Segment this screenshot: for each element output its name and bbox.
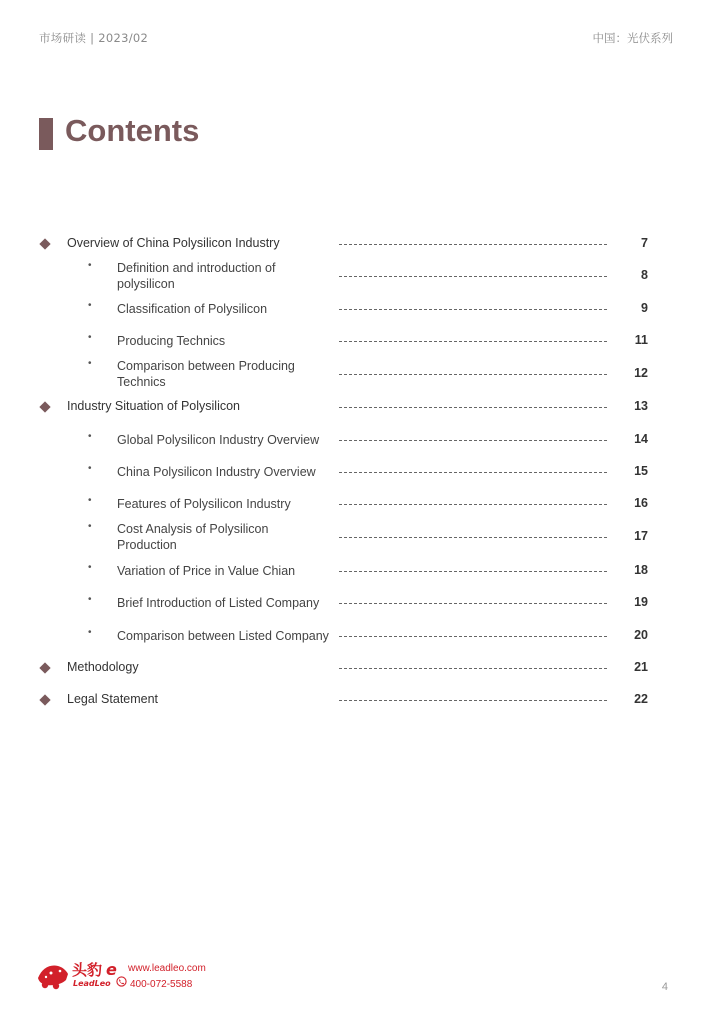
toc-subsection-label: Cost Analysis of Polysilicon Production — [117, 522, 269, 552]
toc-leader-dots — [339, 504, 607, 505]
toc-leader-dots — [339, 700, 607, 701]
dot-bullet-icon: • — [88, 463, 92, 474]
footer-contact — [116, 961, 206, 992]
dot-bullet-icon: • — [88, 358, 92, 369]
toc-leader-dots — [339, 636, 607, 637]
toc-leader-dots — [339, 472, 607, 473]
dot-bullet-icon: • — [88, 627, 92, 638]
toc-subsection-label: Producing Technics — [117, 334, 226, 348]
diamond-bullet-icon — [39, 662, 50, 673]
toc-page-number: 13 — [634, 399, 648, 413]
website-link[interactable]: www.leadleo.com — [128, 963, 206, 974]
toc-section-label: Industry Situation of Polysilicon — [67, 399, 241, 413]
toc-leader-dots — [339, 571, 607, 572]
title-accent-bar — [39, 118, 53, 150]
dot-bullet-icon: • — [88, 594, 92, 605]
toc-page-number: 14 — [634, 432, 648, 446]
dot-bullet-icon: • — [88, 495, 92, 506]
toc-page-number: 15 — [634, 464, 648, 478]
svg-text:LeadLeo: LeadLeo — [73, 979, 111, 988]
toc-leader-dots — [339, 407, 607, 408]
toc-subsection-item[interactable] — [0, 555, 709, 587]
toc-leader-dots — [339, 668, 607, 669]
toc-subsection-item[interactable] — [0, 488, 709, 520]
toc-leader-dots — [339, 276, 607, 277]
toc-subsection-label: Classification of Polysilicon — [117, 302, 268, 316]
toc-page-number: 12 — [634, 366, 648, 380]
dot-bullet-icon: • — [88, 260, 92, 271]
toc-page-number: 9 — [641, 301, 648, 315]
toc-page-number: 7 — [641, 236, 648, 250]
toc-section-item[interactable] — [0, 391, 709, 423]
toc-page-number: 20 — [634, 628, 648, 642]
toc-subsection-item[interactable] — [0, 620, 709, 652]
toc-page-number: 16 — [634, 496, 648, 510]
toc-subsection-item[interactable] — [0, 325, 709, 357]
toc-subsection-label: Variation of Price in Value Chian — [117, 564, 296, 578]
toc-section-label: Legal Statement — [67, 692, 159, 706]
toc-subsection-item[interactable] — [0, 260, 709, 292]
toc-leader-dots — [339, 603, 607, 604]
toc-subsection-label: Brief Introduction of Listed Company — [117, 596, 320, 610]
toc-subsection-label: China Polysilicon Industry Overview — [117, 465, 316, 479]
toc-leader-dots — [339, 341, 607, 342]
toc-page-number: 22 — [634, 692, 648, 706]
toc-subsection-label: Comparison between Producing Technics — [117, 359, 295, 389]
dot-bullet-icon: • — [88, 521, 92, 532]
toc-page-number: 21 — [634, 660, 648, 674]
toc-subsection-label: Features of Polysilicon Industry — [117, 497, 291, 511]
dot-bullet-icon: • — [88, 332, 92, 343]
toc-section-label: Methodology — [67, 660, 139, 674]
toc-leader-dots — [339, 440, 607, 441]
dot-bullet-icon: • — [88, 431, 92, 442]
toc-page-number: 17 — [634, 529, 648, 543]
svg-text:e: e — [106, 960, 117, 979]
toc-leader-dots — [339, 309, 607, 310]
toc-subsection-item[interactable] — [0, 587, 709, 619]
toc-page-number: 8 — [641, 268, 648, 282]
toc-subsection-label: Global Polysilicon Industry Overview — [117, 433, 320, 447]
diamond-bullet-icon — [39, 238, 50, 249]
page-number: 4 — [661, 981, 668, 993]
dot-bullet-icon: • — [88, 562, 92, 573]
header-left-text: 市场研读 | 2023/02 — [39, 31, 149, 45]
toc-page-number: 18 — [634, 563, 648, 577]
toc-page-number: 11 — [634, 333, 648, 347]
toc-leader-dots — [339, 374, 607, 375]
toc-section-item[interactable] — [0, 228, 709, 260]
toc-page-number: 19 — [634, 595, 648, 609]
toc-section-item[interactable] — [0, 684, 709, 716]
toc-subsection-item[interactable] — [0, 424, 709, 456]
phone-icon — [116, 976, 127, 992]
diamond-bullet-icon — [39, 694, 50, 705]
toc-leader-dots — [339, 537, 607, 538]
diamond-bullet-icon — [39, 401, 50, 412]
toc-subsection-label: Definition and introduction of polysilicon — [117, 261, 276, 291]
toc-section-item[interactable] — [0, 652, 709, 684]
page-title: Contents — [65, 113, 200, 148]
toc-subsection-label: Comparison between Listed Company — [117, 629, 329, 643]
toc-subsection-item[interactable] — [0, 293, 709, 325]
toc-subsection-item[interactable] — [0, 358, 709, 390]
toc-leader-dots — [339, 244, 607, 245]
header-right-text: 中国：光伏系列 — [592, 31, 673, 45]
dot-bullet-icon: • — [88, 300, 92, 311]
toc-section-label: Overview of China Polysilicon Industry — [67, 236, 280, 250]
phone-number: 400-072-5588 — [130, 978, 193, 990]
toc-subsection-item[interactable] — [0, 456, 709, 488]
toc-subsection-item[interactable] — [0, 521, 709, 553]
svg-text:头豹: 头豹 — [72, 961, 103, 979]
